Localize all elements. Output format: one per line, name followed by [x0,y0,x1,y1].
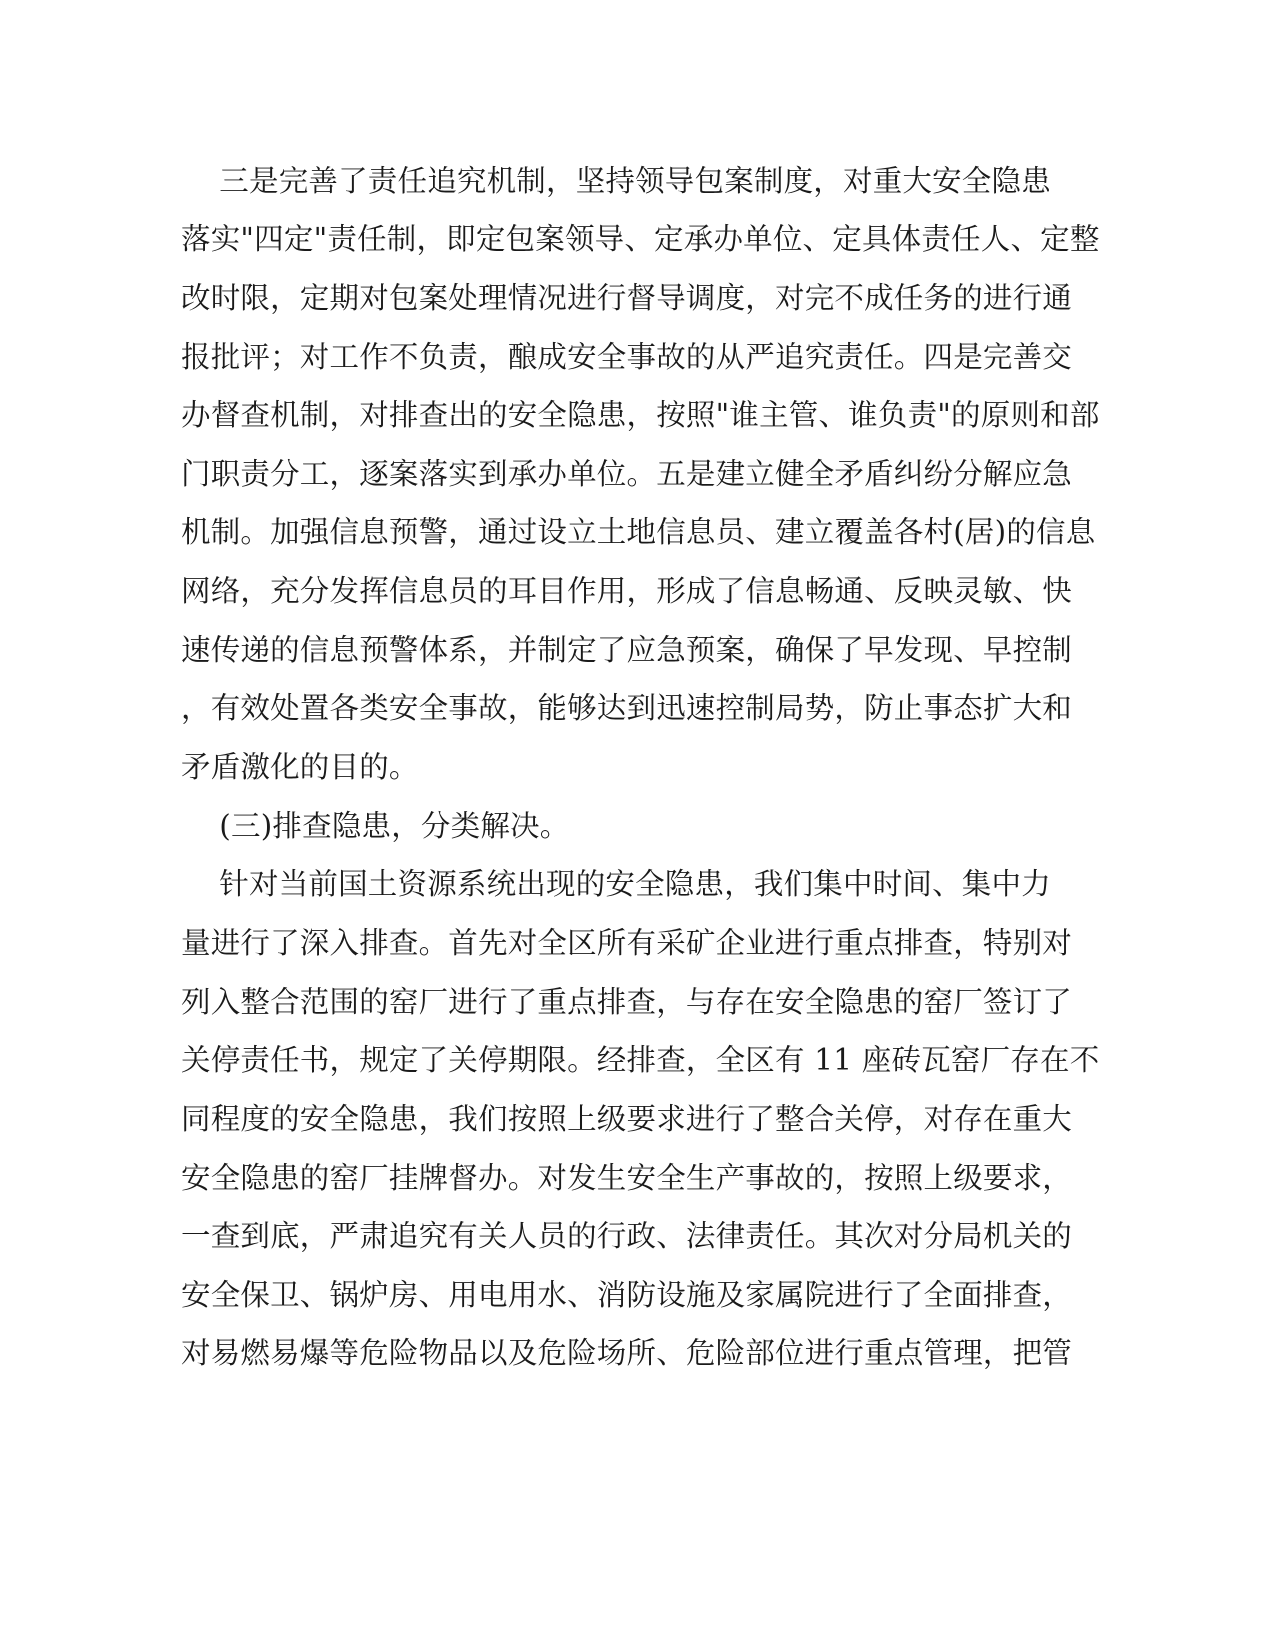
text-line: 报批评；对工作不负责，酿成安全事故的从严追究责任。四是完善交 [181,340,1073,374]
text-line: 机制。加强信息预警，通过设立土地信息员、建立覆盖各村(居)的信息 [181,515,1096,549]
text-line: 量进行了深入排查。首先对全区所有采矿企业进行重点排查，特别对 [181,926,1073,960]
text-line: 安全保卫、锅炉房、用电用水、消防设施及家属院进行了全面排查， [181,1278,1073,1312]
text-line: 同程度的安全隐患，我们按照上级要求进行了整合关停，对存在重大 [181,1102,1073,1136]
text-line: 对易燃易爆等危险物品以及危险场所、危险部位进行重点管理，把管 [181,1336,1073,1370]
text-line: 门职责分工，逐案落实到承办单位。五是建立健全矛盾纠纷分解应急 [181,457,1073,491]
text-line: 一查到底，严肃追究有关人员的行政、法律责任。其次对分局机关的 [181,1219,1073,1253]
text-line: 安全隐患的窑厂挂牌督办。对发生安全生产事故的，按照上级要求， [181,1161,1073,1195]
text-line: 办督查机制，对排查出的安全隐患，按照"谁主管、谁负责"的原则和部 [181,398,1100,432]
text-line: 速传递的信息预警体系，并制定了应急预案，确保了早发现、早控制 [181,633,1073,667]
text-line: 针对当前国土资源系统出现的安全隐患，我们集中时间、集中力 [181,867,1051,901]
text-line: 矛盾激化的目的。 [181,750,419,784]
text-line: ，有效处置各类安全事故，能够达到迅速控制局势，防止事态扩大和 [181,691,1073,725]
text-line: 列入整合范围的窑厂进行了重点排查，与存在安全隐患的窑厂签订了 [181,985,1073,1019]
text-line: 关停责任书，规定了关停期限。经排查，全区有 11 座砖瓦窑厂存在不 [181,1043,1100,1077]
text-line: 三是完善了责任追究机制，坚持领导包案制度，对重大安全隐患 [181,164,1051,198]
text-line: 网络，充分发挥信息员的耳目作用，形成了信息畅通、反映灵敏、快 [181,574,1073,608]
text-line: 改时限，定期对包案处理情况进行督导调度，对完不成任务的进行通 [181,281,1073,315]
text-line: 落实"四定"责任制，即定包案领导、定承办单位、定具体责任人、定整 [181,222,1100,256]
section-heading: (三)排查隐患，分类解决。 [181,809,570,843]
